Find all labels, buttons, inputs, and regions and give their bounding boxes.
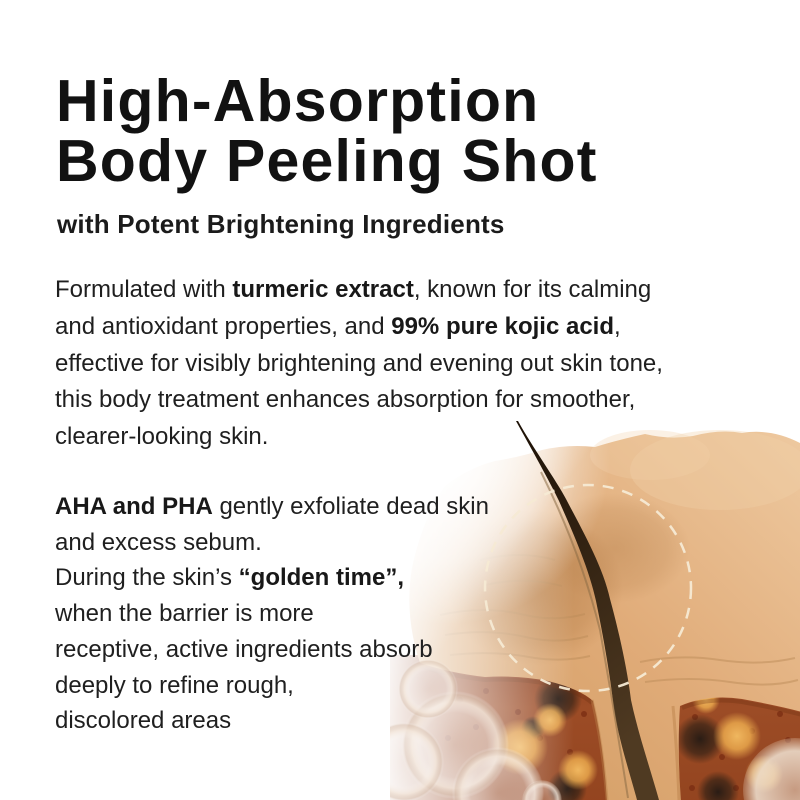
text-line — [55, 560, 489, 596]
title-line-1: High-Absorption — [56, 68, 540, 134]
highlighted-text: turmeric extract — [232, 276, 414, 303]
text-segment: and excess sebum. — [55, 528, 262, 556]
text-segment: this body treatment enhances absorption for smoother, — [55, 386, 636, 414]
text-segment: when the barrier is more — [55, 600, 314, 628]
highlighted-text: “golden time”, — [238, 564, 404, 592]
text-line — [55, 525, 489, 561]
text-segment: , — [614, 312, 621, 340]
text-segment: and antioxidant properties, and — [55, 312, 392, 340]
text-line — [55, 309, 663, 346]
text-segment: deeply to refine rough, — [55, 671, 294, 699]
text-segment: receptive, active ingredients absorb — [55, 635, 433, 663]
text-line — [55, 668, 489, 704]
text-segment: effective for visibly brightening and evening out skin tone, — [55, 349, 663, 377]
text-segment: During the skin’s — [55, 564, 239, 592]
highlighted-text: AHA and PHA — [55, 493, 213, 520]
page-subtitle: with Potent Brightening Ingredients — [57, 209, 505, 239]
text-segment: discolored areas — [55, 707, 232, 735]
page-title — [56, 68, 598, 194]
text-segment: clearer-looking skin. — [55, 423, 269, 451]
text-line — [55, 489, 489, 525]
text-line — [55, 596, 489, 632]
text-segment: , known for its calming — [413, 276, 652, 303]
text-line — [55, 632, 489, 668]
text-line — [55, 419, 663, 456]
text-line — [55, 272, 663, 309]
text-line — [55, 382, 663, 419]
text-segment: Formulated with — [55, 276, 233, 303]
highlighted-text: 99% pure kojic acid — [391, 312, 614, 340]
text-line — [55, 703, 489, 739]
title-line-2: Body Peeling Shot — [56, 128, 598, 194]
exfoliation-paragraph — [55, 489, 489, 739]
text-segment: gently exfoliate dead skin — [212, 493, 489, 520]
formula-paragraph — [55, 272, 663, 456]
text-line — [55, 346, 663, 383]
